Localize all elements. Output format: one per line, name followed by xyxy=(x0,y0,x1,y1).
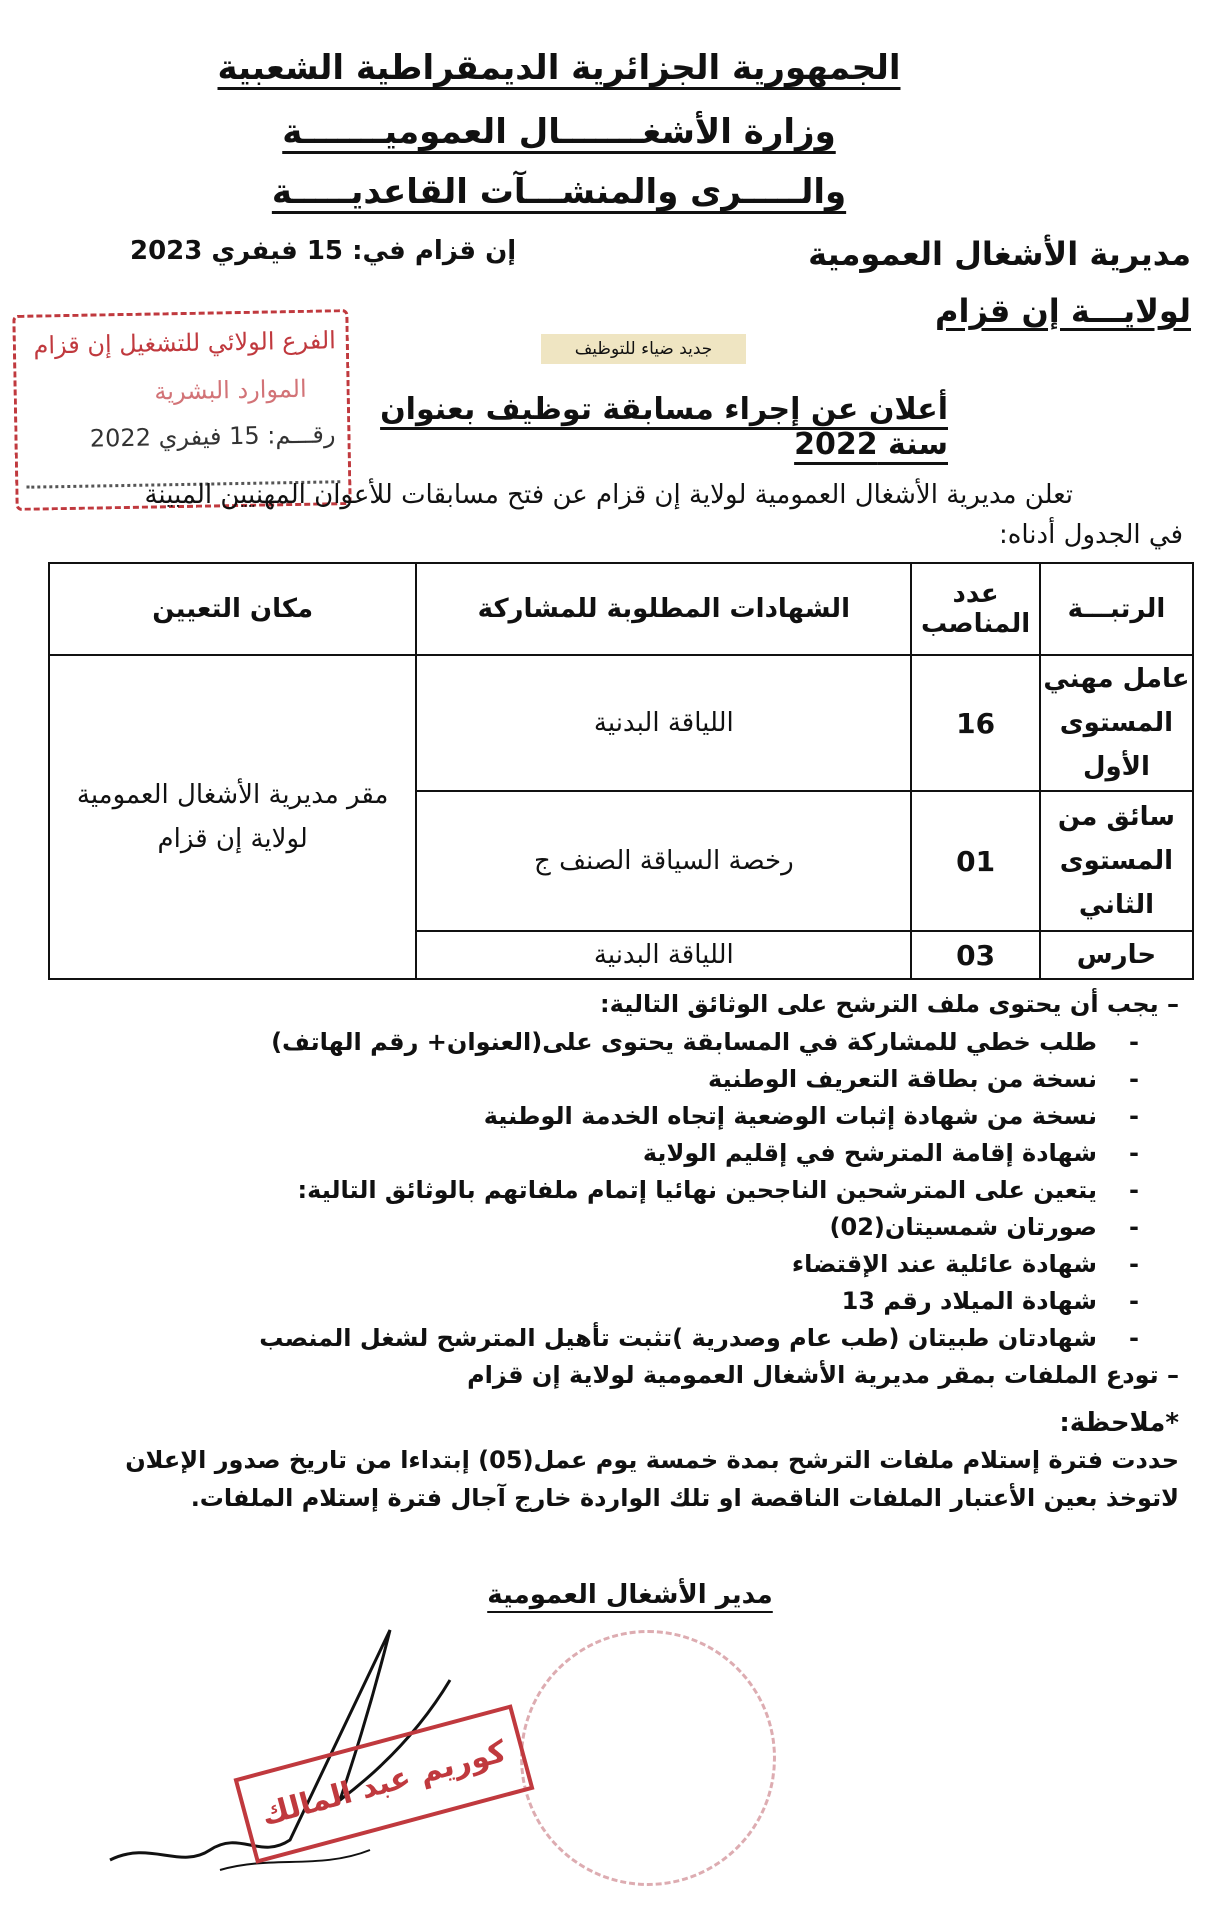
row-count: 16 xyxy=(911,655,1040,791)
list-item: - نسخة من شهادة إثبات الوضعية إتجاه الخدمة الوطنية xyxy=(59,1098,1139,1135)
name-stamp: كوريم عبد المالك xyxy=(234,1704,535,1864)
official-seal xyxy=(520,1630,776,1886)
intro-line-1: تعلن مديرية الأشغال العمومية لولاية إن قزام عن فتح مسابقات للأعوان المهنيين المبينة xyxy=(144,480,1073,510)
list-item: - شهادة إقامة المترشح في إقليم الولاية xyxy=(59,1135,1139,1172)
row-certificate: رخصة السياقة الصنف ج xyxy=(416,791,911,931)
directorate-name: مديرية الأشغال العمومية xyxy=(808,235,1191,273)
positions-table xyxy=(48,562,1194,980)
row-count: 01 xyxy=(911,791,1040,931)
header-rank: الرتبـــة xyxy=(1040,563,1193,655)
row-certificate: اللياقة البدنية xyxy=(416,931,911,979)
list-item: - شهادتان طبيتان (طب عام وصدرية )تثبت تأهيل المترشح لشغل المنصب xyxy=(59,1320,1139,1357)
watermark-tag: جديد ضياء للتوظيف xyxy=(541,334,746,364)
row-rank: سائق من المستوى الثاني xyxy=(1040,791,1193,931)
requirements-list xyxy=(59,1024,1179,1357)
stamp-line-2: الموارد البشرية xyxy=(154,374,307,406)
header-count: عدد المناصب xyxy=(911,563,1040,655)
table-header-row xyxy=(49,563,1193,655)
director-title: مدير الأشغال العمومية xyxy=(487,1580,773,1610)
issue-date: إن قزام في: 15 فيفري 2023 xyxy=(130,236,517,266)
row-place: مقر مديرية الأشغال العمومية لولاية إن قزام xyxy=(49,655,416,979)
row-rank: حارس xyxy=(1040,931,1193,979)
list-item: - نسخة من بطاقة التعريف الوطنية xyxy=(59,1061,1139,1098)
row-certificate: اللياقة البدنية xyxy=(416,655,911,791)
announcement-title: أعلان عن إجراء مسابقة توظيف بعنوان سنة 2022 xyxy=(380,392,948,462)
requirements-lead: – يجب أن يحتوى ملف الترشح على الوثائق التالية: xyxy=(600,990,1179,1018)
stamp-line-3: رقـــم: 15 فيفري 2022 xyxy=(89,420,336,453)
table-row xyxy=(49,655,1193,791)
republic-title: الجمهورية الجزائرية الديمقراطية الشعبية xyxy=(217,48,901,88)
requirements-closing: – تودع الملفات بمقر مديرية الأشغال العمومية لولاية إن قزام xyxy=(467,1361,1179,1389)
header-place: مكان التعيين xyxy=(49,563,416,655)
row-rank: عامل مهني المستوى الأول xyxy=(1040,655,1193,791)
row-count: 03 xyxy=(911,931,1040,979)
directorate-wilaya: لولايـــة إن قزام xyxy=(935,292,1191,330)
list-item: - شهادة الميلاد رقم 13 xyxy=(59,1283,1139,1320)
note-line-2: لاتوخذ بعين الأعتبار الملفات الناقصة او تلك الواردة خارج آجال فترة إستلام الملفات. xyxy=(190,1484,1179,1512)
header-certificates: الشهادات المطلوبة للمشاركة xyxy=(416,563,911,655)
list-item: - يتعين على المترشحين الناجحين نهائيا إتمام ملفاتهم بالوثائق التالية: xyxy=(59,1172,1139,1209)
note-label: *ملاحظة: xyxy=(1059,1408,1179,1438)
requirements-section xyxy=(59,990,1179,1389)
list-item: - شهادة عائلية عند الإقتضاء xyxy=(59,1246,1139,1283)
list-item: - طلب خطي للمشاركة في المسابقة يحتوى على(العنوان+ رقم الهاتف) xyxy=(59,1024,1139,1061)
ministry-title-2: والـــــرى والمنشـــآت القاعديـــــة xyxy=(271,172,847,212)
list-item: - صورتان شمسيتان(02) xyxy=(59,1209,1139,1246)
note-line-1: حددت فترة إستلام ملفات الترشح بمدة خمسة يوم عمل(05) إبتداءا من تاريخ صدور الإعلان xyxy=(125,1446,1179,1474)
ministry-title-1: وزارة الأشغـــــــال العموميـــــــة xyxy=(282,112,836,152)
intro-line-2: في الجدول أدناه: xyxy=(999,520,1183,550)
stamp-line-1: الفرع الولائي للتشغيل إن قزام xyxy=(33,326,337,360)
